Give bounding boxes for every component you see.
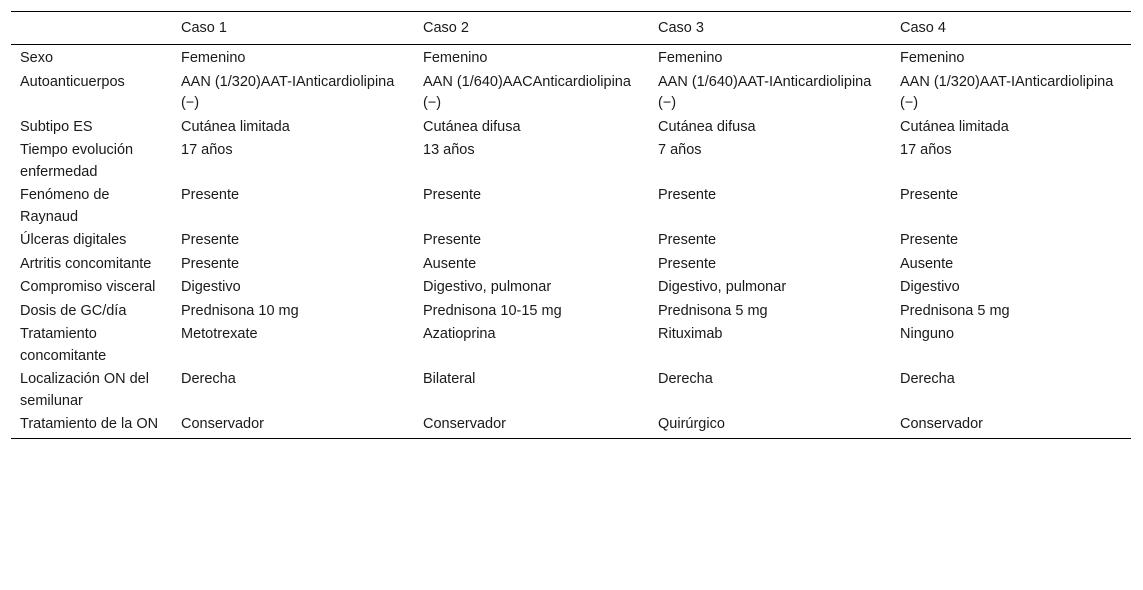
table-cell: Prednisona 10 mg: [181, 302, 299, 319]
table-row: [11, 117, 1131, 141]
table-row: [11, 324, 1131, 369]
table-cell: Ausente: [423, 255, 477, 272]
table-body: [11, 45, 1131, 439]
table-cell: Quirúrgico: [658, 416, 725, 432]
clinical-cases-table: [11, 11, 1131, 439]
header-cell-caso-3: Caso 3: [658, 20, 704, 36]
header-row: [11, 12, 1131, 45]
table-cell: AAN (1/640)AACAnticardiolipina (−): [423, 73, 631, 111]
table-cell: Presente: [423, 232, 482, 248]
table-cell: Bilateral: [423, 371, 476, 387]
table-row: [11, 230, 1131, 254]
table-row: [11, 277, 1131, 301]
table-row: [11, 414, 1131, 438]
table-cell: Cutánea limitada: [181, 118, 290, 135]
table-cell: Presente: [181, 232, 240, 248]
table-cell: Presente: [658, 255, 717, 272]
table-cell: Presente: [423, 187, 482, 203]
table-cell: Metotrexate: [181, 326, 258, 342]
table-cell: Derecha: [181, 371, 236, 387]
table-cell: Presente: [900, 232, 959, 248]
row-label: Subtipo ES: [20, 118, 93, 135]
row-label: Compromiso visceral: [20, 279, 156, 295]
table-cell: Digestivo, pulmonar: [658, 279, 787, 295]
table-cell: 13 años: [423, 142, 475, 158]
table-cell: Derecha: [900, 371, 955, 387]
row-label: Localización ON del semilunar: [20, 371, 149, 409]
table-cell: Ninguno: [900, 326, 955, 342]
table-cell: 17 años: [900, 142, 952, 158]
table-cell: Presente: [658, 187, 717, 203]
table-cell: Digestivo, pulmonar: [423, 279, 552, 295]
header-cell-empty: [11, 12, 172, 45]
row-label: Úlceras digitales: [20, 232, 127, 248]
table-cell: Conservador: [423, 416, 507, 432]
table-cell: Prednisona 5 mg: [900, 302, 1010, 319]
table-cell: Azatioprina: [423, 326, 496, 342]
row-label: Autoanticuerpos: [20, 73, 125, 90]
row-label: Fenómeno de Raynaud: [20, 187, 110, 225]
table-cell: Digestivo: [181, 279, 241, 295]
table-row: [11, 369, 1131, 414]
table-cell: Femenino: [900, 50, 965, 66]
table-cell: AAN (1/640)AAT-IAnticardiolipina (−): [658, 73, 872, 111]
table-cell: 17 años: [181, 142, 233, 158]
table-cell: Digestivo: [900, 279, 960, 295]
table-row: [11, 140, 1131, 185]
table-cell: AAN (1/320)AAT-IAnticardiolipina (−): [181, 73, 395, 111]
table-cell: Conservador: [900, 416, 984, 432]
row-label: Tratamiento de la ON: [20, 416, 159, 432]
table-cell: 7 años: [658, 142, 702, 158]
table-cell: Presente: [658, 232, 717, 248]
table-cell: Derecha: [658, 371, 713, 387]
header-cell-caso-4: Caso 4: [900, 20, 946, 36]
table-cell: Cutánea difusa: [423, 118, 521, 135]
table-container: [11, 11, 1131, 439]
header-cell-caso-1: Caso 1: [181, 20, 227, 36]
table-cell: Presente: [181, 255, 240, 272]
header-cell-caso-2: Caso 2: [423, 20, 469, 36]
table-row: [11, 301, 1131, 325]
row-label: Tiempo evolución enfermedad: [20, 142, 134, 180]
table-cell: Femenino: [658, 50, 723, 66]
table-header: [11, 12, 1131, 45]
row-label: Artritis concomitante: [20, 255, 152, 272]
table-row: [11, 45, 1131, 72]
table-cell: AAN (1/320)AAT-IAnticardiolipina (−): [900, 73, 1114, 111]
table-cell: Presente: [900, 187, 959, 203]
table-cell: Conservador: [181, 416, 265, 432]
table-cell: Cutánea difusa: [658, 118, 756, 135]
table-cell: Prednisona 5 mg: [658, 302, 768, 319]
table-cell: Prednisona 10-15 mg: [423, 302, 562, 319]
row-label: Dosis de GC/día: [20, 302, 127, 319]
row-label: Tratamiento concomitante: [20, 326, 107, 364]
table-cell: Cutánea limitada: [900, 118, 1009, 135]
table-cell: Presente: [181, 187, 240, 203]
table-cell: Femenino: [423, 50, 488, 66]
table-cell: Ausente: [900, 255, 954, 272]
table-row: [11, 72, 1131, 117]
table-row: [11, 185, 1131, 230]
table-cell: Rituximab: [658, 326, 723, 342]
row-label: Sexo: [20, 50, 54, 66]
table-cell: Femenino: [181, 50, 246, 66]
table-row: [11, 254, 1131, 278]
